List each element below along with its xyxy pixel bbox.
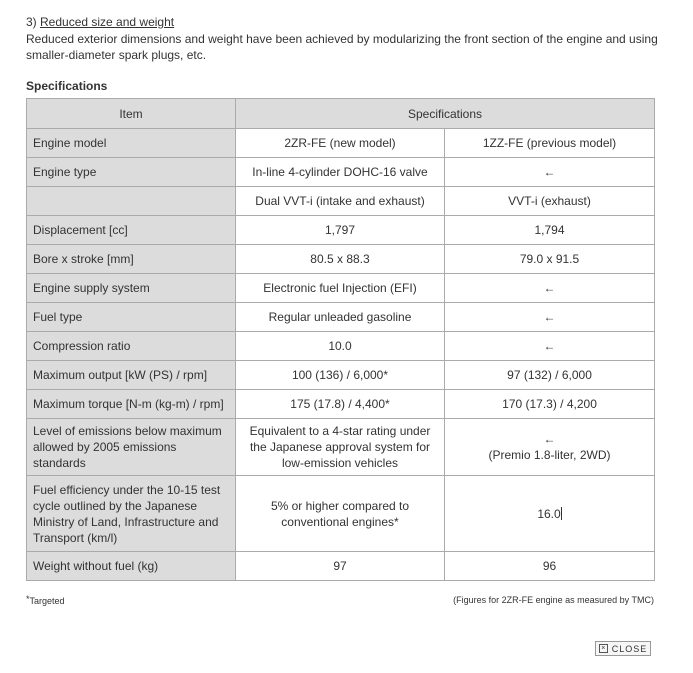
row-previous-model: ← xyxy=(445,158,655,187)
row-item: Maximum output [kW (PS) / rpm] xyxy=(27,361,236,390)
table-row xyxy=(27,552,655,581)
section-title: Reduced size and weight xyxy=(40,15,175,29)
row-new-model: Dual VVT-i (intake and exhaust) xyxy=(236,187,445,216)
footnote xyxy=(26,594,65,606)
table-row xyxy=(27,158,655,187)
table-row xyxy=(27,245,655,274)
row-item: Engine type xyxy=(27,158,236,187)
row-new-model: 175 (17.8) / 4,400* xyxy=(236,390,445,419)
table-row xyxy=(27,187,655,216)
row-previous-model: 170 (17.3) / 4,200 xyxy=(445,390,655,419)
previous-model-note: (Premio 1.8-liter, 2WD) xyxy=(488,448,611,462)
close-icon: × xyxy=(599,644,608,653)
previous-model-arrow: ← xyxy=(543,432,556,446)
row-previous-model: 1,794 xyxy=(445,216,655,245)
row-item xyxy=(27,187,236,216)
table-row xyxy=(27,129,655,158)
row-previous-model: ← xyxy=(445,332,655,361)
row-item: Weight without fuel (kg) xyxy=(27,552,236,581)
row-item: Maximum torque [N-m (kg-m) / rpm] xyxy=(27,390,236,419)
table-row xyxy=(27,332,655,361)
row-item: Engine supply system xyxy=(27,274,236,303)
table-row xyxy=(27,390,655,419)
table-row xyxy=(27,303,655,332)
close-button[interactable] xyxy=(595,641,651,656)
figures-note: (Figures for 2ZR-FE engine as measured by TMC) xyxy=(453,595,654,605)
row-item: Bore x stroke [mm] xyxy=(27,245,236,274)
row-new-model: 5% or higher compared to conventional engines* xyxy=(236,476,445,552)
table-row xyxy=(27,419,655,476)
row-previous-model: 79.0 x 91.5 xyxy=(445,245,655,274)
row-new-model: 1,797 xyxy=(236,216,445,245)
row-new-model: 2ZR-FE (new model) xyxy=(236,129,445,158)
row-previous-model: ← xyxy=(445,274,655,303)
table-row xyxy=(27,476,655,552)
row-item: Displacement [cc] xyxy=(27,216,236,245)
row-previous-model xyxy=(445,419,655,476)
close-button-label: CLOSE xyxy=(611,643,648,654)
row-new-model: 10.0 xyxy=(236,332,445,361)
row-new-model: 80.5 x 88.3 xyxy=(236,245,445,274)
header-specifications: Specifications xyxy=(236,99,655,129)
specifications-title: Specifications xyxy=(26,79,108,93)
row-new-model: Electronic fuel Injection (EFI) xyxy=(236,274,445,303)
table-row xyxy=(27,361,655,390)
row-new-model: Equivalent to a 4-star rating under the Japanese approval system for low-emission vehicles xyxy=(236,419,445,476)
row-item: Compression ratio xyxy=(27,332,236,361)
row-previous-model: 97 (132) / 6,000 xyxy=(445,361,655,390)
footnote-text: Targeted xyxy=(29,596,65,606)
specifications-table xyxy=(26,98,655,581)
header-item: Item xyxy=(27,99,236,129)
footnote-mark: * xyxy=(26,594,30,604)
row-previous-model: VVT-i (exhaust) xyxy=(445,187,655,216)
row-item: Engine model xyxy=(27,129,236,158)
section-heading xyxy=(26,14,174,30)
section-intro: Reduced exterior dimensions and weight have been achieved by modularizing the front section of the engine and using smaller-diameter spark plugs, etc. xyxy=(26,32,658,62)
section-number: 3) xyxy=(26,15,37,29)
row-previous-model: ← xyxy=(445,303,655,332)
previous-model-value: 16.0 xyxy=(537,506,561,521)
text-cursor xyxy=(561,507,562,520)
row-previous-model: 1ZZ-FE (previous model) xyxy=(445,129,655,158)
row-item: Level of emissions below maximum allowed by 2005 emissions standards xyxy=(27,419,236,476)
row-item: Fuel type xyxy=(27,303,236,332)
table-row xyxy=(27,274,655,303)
row-previous-model: 96 xyxy=(445,552,655,581)
table-row xyxy=(27,216,655,245)
row-new-model: 97 xyxy=(236,552,445,581)
row-item: Fuel efficiency under the 10-15 test cycle outlined by the Japanese Ministry of Land, Infrastructure and Transport (km/l) xyxy=(27,476,236,552)
row-new-model: In-line 4-cylinder DOHC-16 valve xyxy=(236,158,445,187)
row-new-model: 100 (136) / 6,000* xyxy=(236,361,445,390)
row-previous-model xyxy=(445,476,655,552)
row-new-model: Regular unleaded gasoline xyxy=(236,303,445,332)
table-header-row xyxy=(27,99,655,129)
